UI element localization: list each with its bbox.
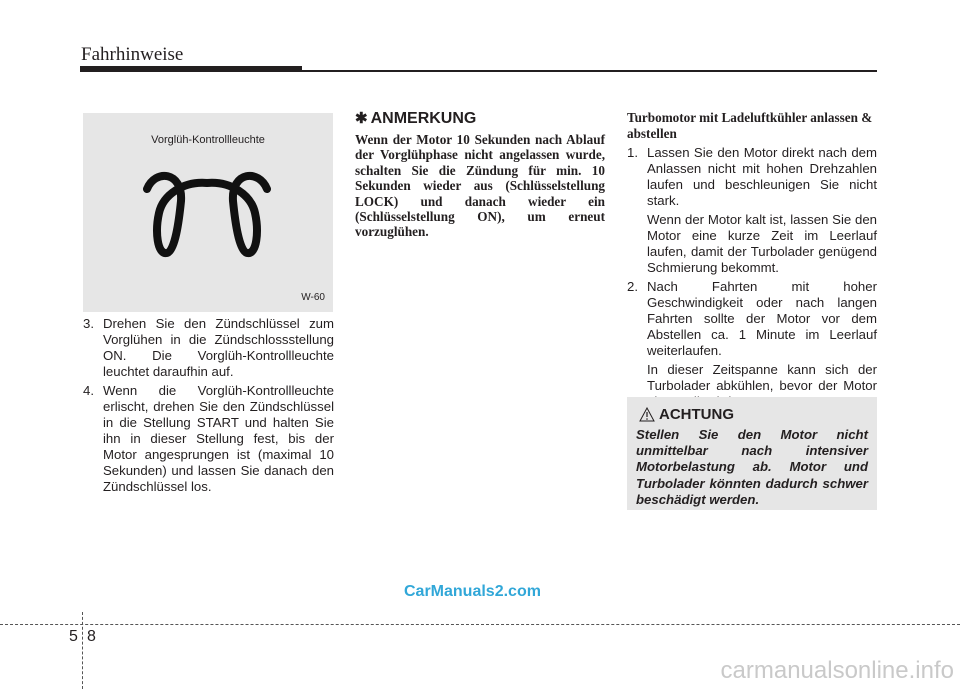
list-item-number: 4. bbox=[83, 383, 94, 398]
footer-rule bbox=[0, 624, 960, 625]
list-item-number: 3. bbox=[83, 316, 94, 331]
list-item bbox=[83, 316, 334, 383]
list-item bbox=[627, 145, 877, 279]
page-header-title: Fahrhinweise bbox=[81, 44, 184, 65]
warning-triangle-icon bbox=[639, 407, 655, 422]
figure-caption: Vorglüh-Kontrollleuchte bbox=[151, 134, 265, 146]
glow-plug-indicator-icon bbox=[143, 161, 273, 261]
left-column bbox=[83, 316, 334, 498]
note-heading bbox=[355, 110, 605, 128]
watermark-link[interactable]: CarManuals2.com bbox=[404, 583, 541, 600]
figure-code: W-60 bbox=[301, 292, 325, 303]
list-item-paragraph: Nach Fahrten mit hoher Geschwindigkeit oder nach langen Fahrten sollte der Motor vor dem Abstellen ca. 1 Minute im Leerlauf weiterlaufen. bbox=[647, 279, 877, 358]
star-icon: ✱ bbox=[355, 110, 368, 127]
list-item-text: Drehen Sie den Zündschlüssel zum Vorglühen in die Zündschlossstellung ON. Die Vorglüh-Kontrollleuchte leuchtet daraufhin auf. bbox=[103, 316, 334, 379]
figure-glow-plug-indicator bbox=[83, 113, 333, 312]
caution-title: ACHTUNG bbox=[659, 406, 734, 423]
header-bar bbox=[80, 66, 302, 72]
note-text: Wenn der Motor 10 Sekunden nach Ablauf der Vorglühphase nicht angelassen wurde, schalten Sie die Zündung für min. 10 Sekunden wieder aus (Schlüsselstellung LOCK) und danach wieder ein (Schlüsselstellung ON), um erneut vorzuglühen. bbox=[355, 132, 605, 240]
list-item-paragraph: Lassen Sie den Motor direkt nach dem Anlassen nicht mit hohen Drehzahlen laufen und beschleunigen Sie nicht stark. bbox=[647, 145, 877, 208]
watermark-bottom: carmanualsonline.info bbox=[720, 657, 954, 684]
section-heading: Turbomotor mit Ladeluftkühler anlassen & abstellen bbox=[627, 110, 873, 141]
footer-divider bbox=[82, 612, 83, 689]
caution-text: Stellen Sie den Motor nicht unmittelbar nach intensiver Motorbelastung ab. Motor und Turbolader könnten dadurch schwer beschädigt werden. bbox=[636, 427, 868, 507]
chapter-number: 5 bbox=[69, 628, 78, 645]
note-title: ANMERKUNG bbox=[370, 110, 477, 127]
caution-heading bbox=[639, 406, 734, 423]
list-item bbox=[627, 279, 877, 413]
right-column bbox=[627, 110, 877, 413]
list-item-paragraph: Wenn der Motor kalt ist, lassen Sie den Motor eine kurze Zeit im Leerlauf laufen, damit der Turbolader genügend Schmierung bekommt. bbox=[647, 212, 877, 275]
list-item-number: 1. bbox=[627, 145, 638, 160]
list-item-paragraph: In dieser Zeitspanne kann sich der Turbolader abkühlen, bevor der Motor bbox=[647, 362, 877, 393]
header-rule bbox=[302, 70, 877, 72]
list-item-text: Wenn die Vorglüh-Kontrollleuchte erlischt, drehen Sie den Zündschlüssel in die Stellung START und halten Sie ihn in dieser Stellung fest, bis der Motor angesprungen ist (maximal 10 Sekunden) und lassen Sie danach den Zündschlüssel los. bbox=[103, 383, 334, 494]
caution-box bbox=[627, 397, 877, 510]
list-item-number: 2. bbox=[627, 279, 638, 294]
list-item bbox=[83, 383, 334, 498]
note-column bbox=[355, 110, 605, 240]
page-number: 8 bbox=[87, 628, 96, 645]
